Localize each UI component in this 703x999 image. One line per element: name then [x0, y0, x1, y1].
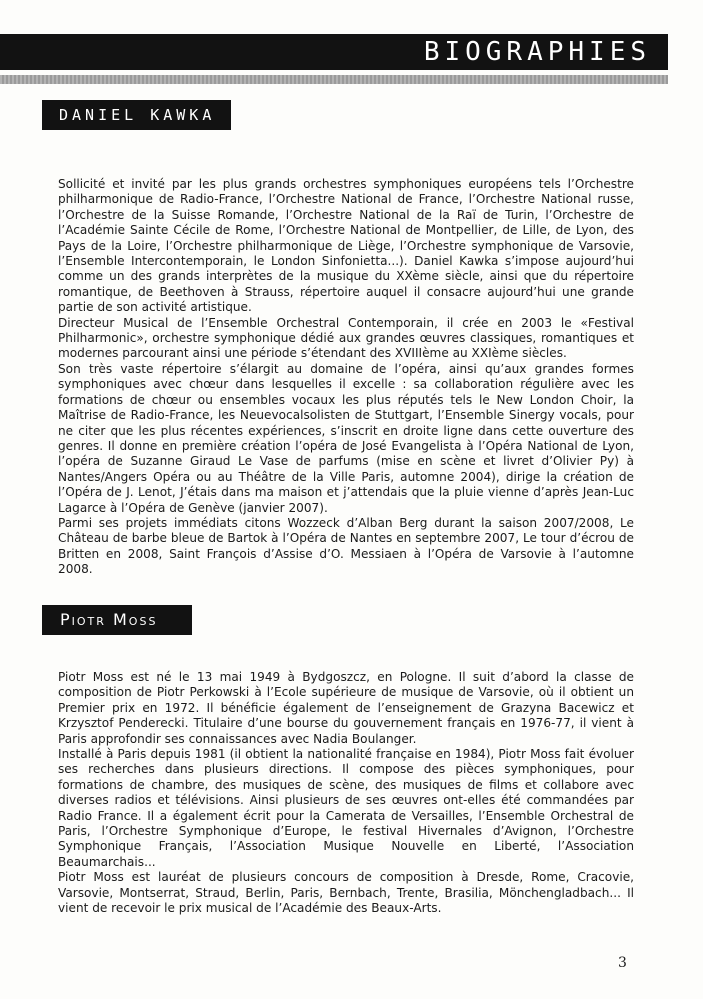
page-title: BIOGRAPHIES: [423, 37, 651, 67]
kawka-paragraph: Son très vaste répertoire s’élargit au domaine de l’opéra, ainsi qu’aux grandes formes symphoniques avec chœur dans lesquelles il excelle : sa collaboration régulière avec les formations de chœur ou ensembles vocaux les plus réputés tels le New London Choir, la Maîtrise de Radio-France, les Neuevocalsolisten de Stuttgart, l’Ensemble Sinergy vocals, pour ne citer que les plus récentes expériences, s’inscrit en droite ligne dans cette ouverture des genres. Il donne en première création l’opéra de José Evangelista à l’Opéra National de Lyon, l’opéra de Suzanne Giraud Le Vase de parfums (mise en scène et livret d’Olivier Py) à Nantes/Angers Opéra ou au Théâtre de la Ville Paris, automne 2004), dirige la création de l’Opéra de J. Lenot, J’étais dans ma maison et j’attendais que la pluie vienne d’après Jean-Luc Lagarce à l’Opéra de Genève (janvier 2007).: [58, 361, 634, 515]
biography-moss: [58, 670, 634, 917]
kawka-paragraph: Directeur Musical de l’Ensemble Orchestral Contemporain, il crée en 2003 le «Festival Philharmonic», orchestre symphonique dédié aux grandes œuvres classiques, romantiques et modernes parcourant ainsi une période s’étendant des XVIIIème au XXIème siècles.: [58, 315, 634, 361]
moss-paragraph: Piotr Moss est né le 13 mai 1949 à Bydgoszcz, en Pologne. Il suit d’abord la classe de composition de Piotr Perkowski à l’Ecole supérieure de musique de Varsovie, où il obtient un Premier prix en 1972. Il bénéficie également de l’enseignement de Grazyna Bacewicz et Krzysztof Penderecki. Titulaire d’une bourse du gouvernement français en 1976-77, il vient à Paris approfondir ses connaissances avec Nadia Boulanger.: [58, 670, 634, 746]
kawka-paragraph: Parmi ses projets immédiats citons Wozzeck d’Alban Berg durant la saison 2007/2008, Le Château de barbe bleue de Bartok à l’Opéra de Nantes en septembre 2007, Le tour d’écrou de Britten en 2008, Saint François d’Assise d’O. Messiaen à l’Opéra de Varsovie à l’automne 2008.: [58, 515, 634, 577]
biography-kawka: [58, 177, 634, 578]
section-title-moss: Piotr Moss: [42, 605, 192, 635]
header-stripe-divider: [0, 75, 668, 84]
kawka-paragraph: Sollicité et invité par les plus grands orchestres symphoniques européens tels l’Orchestre philharmonique de Radio-France, l’Orchestre National de France, l’Orchestre National russe, l’Orchestre de la Suisse Romande, l’Orchestre National de la Raï de Turin, l’Orchestre de l’Académie Sainte Cécile de Rome, l’Orchestre National de Montpellier, de Lille, de Lyon, des Pays de la Loire, l’Orchestre philharmonique de Liège, l’Orchestre symphonique de Varsovie, l’Ensemble Intercontemporain, le London Sinfonietta...). Daniel Kawka s’impose aujourd’hui comme un des grands interprètes de la musique du XXème siècle, ainsi que du répertoire romantique, de Beethoven à Strauss, répertoire auquel il consacre aujourd’hui une grande partie de son activité artistique.: [58, 177, 634, 315]
moss-paragraph: Installé à Paris depuis 1981 (il obtient la nationalité française en 1984), Piotr Moss fait évoluer ses recherches dans plusieurs directions. Il compose des pièces symphoniques, pour formations de chambre, des musiques de scène, des musiques de films et collabore avec diverses radios et télévisions. Ainsi plusieurs de ses œuvres ont-elles été commandées par Radio France. Il a également écrit pour la Camerata de Versailles, l’Ensemble Orchestral de Paris, l’Orchestre Symphonique d’Europe, le festival Hivernales d’Avignon, l’Orchestre Symphonique Français, l’Association Musique Nouvelle en Liberté, l’Association Beaumarchais...: [58, 747, 634, 869]
section-title-kawka: DANIEL KAWKA: [42, 100, 231, 130]
page-number: 3: [618, 955, 627, 971]
moss-paragraph: Piotr Moss est lauréat de plusieurs concours de composition à Dresde, Rome, Cracovie, Varsovie, Montserrat, Straud, Berlin, Paris, Bernbach, Trente, Brasilia, Mönchengladbach... Il vient de recevoir le prix musical de l’Académie des Beaux-Arts.: [58, 870, 634, 916]
